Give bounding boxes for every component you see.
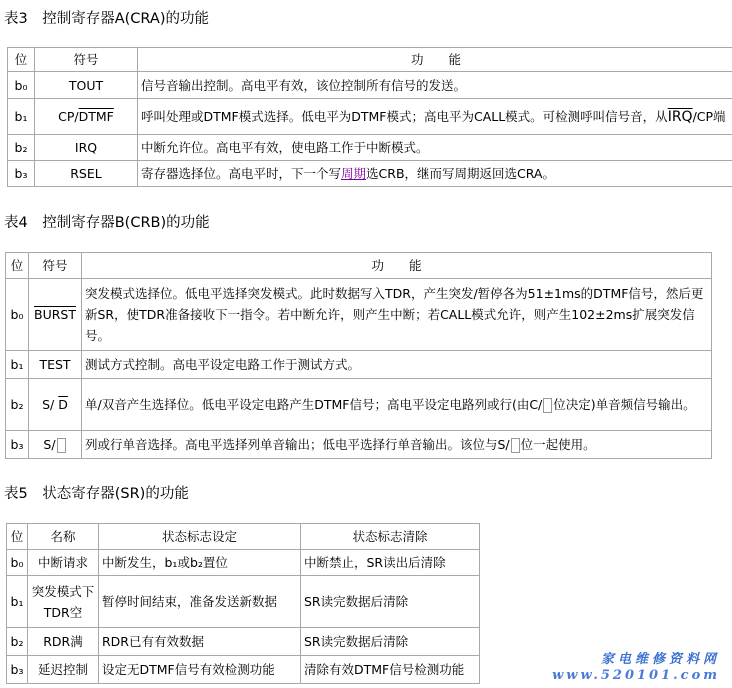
function-cell: 寄存器选择位。高电平时，下一个写周期选CRB，继而写周期返回选CRA。 xyxy=(137,160,732,186)
name-cell: 中断请求 xyxy=(27,549,98,575)
table5-title: 表5 状态寄存器(SR)的功能 xyxy=(4,486,189,502)
symbol-cell: IRQ xyxy=(34,134,137,160)
symbol-cell: TOUT xyxy=(34,71,137,98)
function-cell: 测试方式控制。高电平设定电路工作于测试方式。 xyxy=(81,350,711,378)
bit-cell: b₀ xyxy=(6,549,27,575)
t3-header-bit: 位 xyxy=(7,47,34,71)
bit-cell: b₂ xyxy=(5,378,28,430)
bit-cell: b₂ xyxy=(7,134,34,160)
function-cell: 突发模式选择位。低电平选择突发模式。此时数据写入TDR，产生突发/暂停各为51±1ms的DTMF信号，然后更新SR，使TDR准备接收下一指令。若中断允许，则产生中断；若CALL模式允许，则产生102±2ms扩展突发信号。 xyxy=(81,278,711,350)
name-cell: RDR满 xyxy=(27,627,98,655)
watermark: 家电维修资料网 www.520101.com xyxy=(552,652,720,683)
table-row xyxy=(7,160,732,186)
table3 xyxy=(7,47,732,187)
bit-cell: b₂ xyxy=(6,627,27,655)
t3-header-function: 功 能 xyxy=(137,47,732,71)
function-cell: 列或行单音选择。高电平选择列单音输出；低电平选择行单音输出。该位与S/ 位一起使用。 xyxy=(81,430,711,458)
symbol-overline: DTMF xyxy=(78,109,114,124)
bit-cell: b₃ xyxy=(6,655,27,683)
t5-header-name: 名称 xyxy=(27,523,98,549)
table-row xyxy=(5,350,711,378)
clear-cell: SR读完数据后清除 xyxy=(300,575,479,627)
missing-glyph-icon xyxy=(543,398,552,413)
symbol-cell: S/ $\overline{D}$ xyxy=(28,378,81,430)
function-cell: 中断允许位。高电平有效，使电路工作于中断模式。 xyxy=(137,134,732,160)
name-cell: 延迟控制 xyxy=(27,655,98,683)
table-row xyxy=(5,378,711,430)
function-cell: 呼叫处理或DTMF模式选择。低电平为DTMF模式；高电平为CALL模式。可检测呼叫信号音，从$\overline{IRQ}/CP$端 xyxy=(137,98,732,134)
bit-cell: b₁ xyxy=(6,575,27,627)
table-row xyxy=(6,549,479,575)
function-cell: 信号音输出控制。高电平有效，该位控制所有信号的发送。 xyxy=(137,71,732,98)
set-cell: 设定无DTMF信号有效检测功能 xyxy=(98,655,300,683)
set-cell: RDR已有有效数据 xyxy=(98,627,300,655)
t5-header-clear: 状态标志清除 xyxy=(300,523,479,549)
clear-cell: SR读完数据后清除 xyxy=(300,627,479,655)
bit-cell: b₃ xyxy=(7,160,34,186)
table3-title: 表3 控制寄存器A(CRA)的功能 xyxy=(4,11,209,27)
missing-glyph-icon xyxy=(57,438,66,453)
table5 xyxy=(6,523,480,684)
bit-cell: b₁ xyxy=(5,350,28,378)
table-row xyxy=(5,430,711,458)
bit-cell: b₁ xyxy=(7,98,34,134)
table-row xyxy=(6,575,479,627)
t5-header-bit: 位 xyxy=(6,523,27,549)
symbol-cell: BURST xyxy=(28,278,81,350)
missing-glyph-icon xyxy=(511,438,520,453)
clear-cell: 中断禁止，SR读出后清除 xyxy=(300,549,479,575)
table-row xyxy=(6,627,479,655)
table4-title: 表4 控制寄存器B(CRB)的功能 xyxy=(4,215,210,231)
symbol-cell: TEST xyxy=(28,350,81,378)
period-link[interactable]: 周期 xyxy=(341,166,367,181)
table4 xyxy=(5,252,712,459)
bit-cell: b₀ xyxy=(7,71,34,98)
table-row xyxy=(5,278,711,350)
t4-header-symbol: 符号 xyxy=(28,252,81,278)
t4-header-function: 功 能 xyxy=(81,252,711,278)
table-row xyxy=(7,98,732,134)
clear-cell: 清除有效DTMF信号检测功能 xyxy=(300,655,479,683)
symbol-cell: S/ xyxy=(28,430,81,458)
symbol-cell: RSEL xyxy=(34,160,137,186)
t3-header-symbol: 符号 xyxy=(34,47,137,71)
function-cell: 单/双音产生选择位。低电平设定电路产生DTMF信号；高电平设定电路列或行(由C/ 位决定)单音频信号输出。 xyxy=(81,378,711,430)
name-cell: 突发模式下TDR空 xyxy=(27,575,98,627)
table-row xyxy=(7,134,732,160)
bit-cell: b₀ xyxy=(5,278,28,350)
t4-header-bit: 位 xyxy=(5,252,28,278)
bit-cell: b₃ xyxy=(5,430,28,458)
t5-header-set: 状态标志设定 xyxy=(98,523,300,549)
symbol-cell: CP/DTMF xyxy=(34,98,137,134)
table-row xyxy=(7,71,732,98)
set-cell: 中断发生，b₁或b₂置位 xyxy=(98,549,300,575)
set-cell: 暂停时间结束，准备发送新数据 xyxy=(98,575,300,627)
table-row xyxy=(6,655,479,683)
